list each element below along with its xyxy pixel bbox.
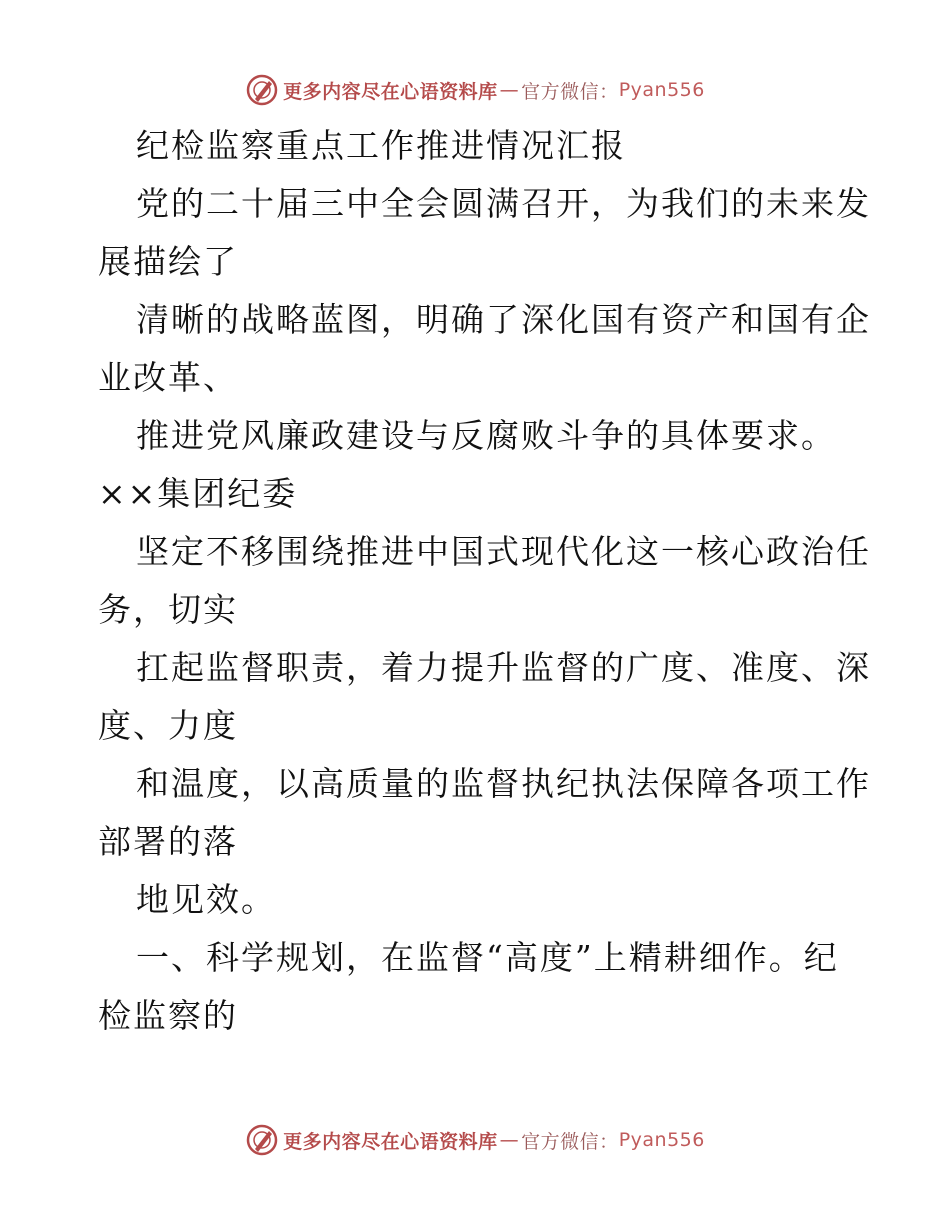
text-line: 检监察的 [98,996,238,1035]
watermark-separator: — [499,1129,520,1151]
pen-logo-icon [245,1123,279,1157]
text-line: 一、科学规划，在监督“高度”上精耕细作。纪 [136,938,839,977]
watermark-label: 官方微信： [521,1130,619,1153]
header-watermark [0,70,950,110]
text-line: 地见效。 [136,880,276,919]
text-line: 坚定不移围绕推进中国式现代化这一核心政治任 [136,532,871,571]
watermark-text: 更多内容尽在心语资料库 [283,1130,498,1153]
text-line: 党的二十届三中全会圆满召开，为我们的未来发 [136,184,871,223]
text-line: 推进党风廉政建设与反腐败斗争的具体要求。 [136,416,836,455]
text-line: ××集团纪委 [98,474,298,513]
document-title: 纪检监察重点工作推进情况汇报 [136,126,626,165]
text-line: 扛起监督职责，着力提升监督的广度、准度、深 [136,648,871,687]
watermark-wechat-id: Pyan556 [618,1129,705,1151]
document-body [98,117,871,1045]
text-line: 展描绘了 [98,242,238,281]
pen-logo-icon [245,73,279,107]
watermark-label: 官方微信： [521,80,619,103]
text-line: 部署的落 [98,822,238,861]
footer-watermark [0,1120,950,1160]
watermark-text: 更多内容尽在心语资料库 [283,80,498,103]
text-line: 和温度，以高质量的监督执纪执法保障各项工作 [136,764,871,803]
text-line: 度、力度 [98,706,238,745]
watermark-separator: — [499,79,520,101]
watermark-wechat-id: Pyan556 [618,79,705,101]
text-line: 业改革、 [98,358,238,397]
text-line: 清晰的战略蓝图，明确了深化国有资产和国有企 [136,300,871,339]
text-line: 务，切实 [98,590,238,629]
